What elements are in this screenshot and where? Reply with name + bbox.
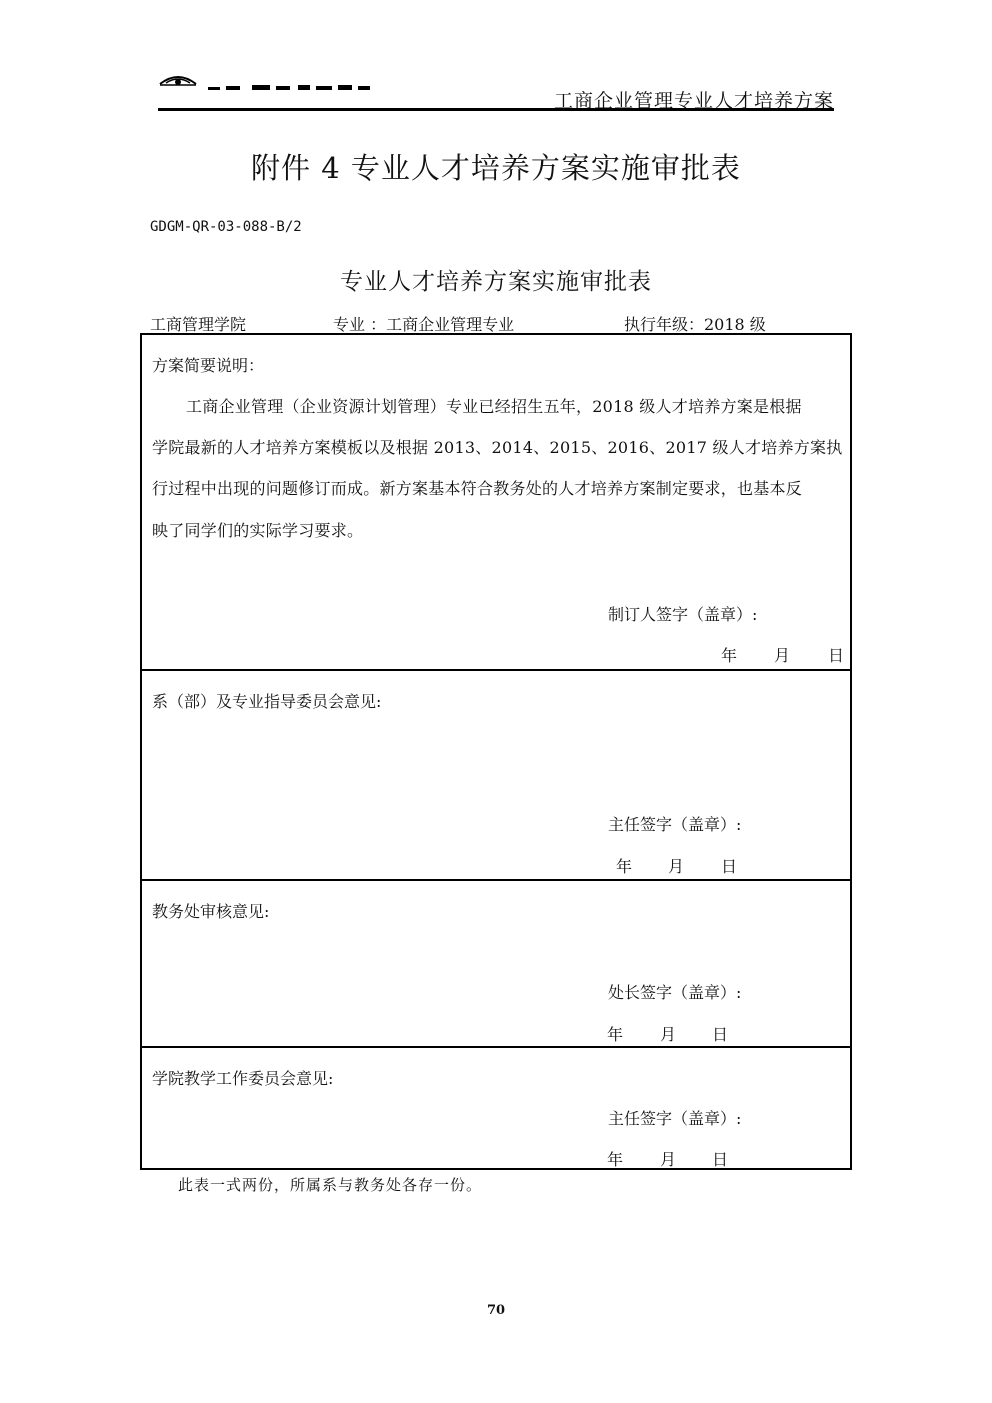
date-day: 日 <box>828 646 845 665</box>
section-title: 系（部）及专业指导委员会意见: <box>152 692 382 711</box>
form-code: GDGM-QR-03-088-B/2 <box>150 219 302 235</box>
major-field: 专业 ：工商企业管理专业 <box>333 315 515 334</box>
school-logo <box>158 70 378 102</box>
date-day: 日 <box>712 1025 729 1044</box>
signature-label: 主任签字（盖章）: <box>608 815 742 834</box>
date-year: 年 <box>607 1025 624 1044</box>
approval-table <box>140 333 852 1170</box>
signature-label: 主任签字（盖章）: <box>608 1109 742 1128</box>
section-title: 教务处审核意见: <box>152 902 270 921</box>
department-opinion-section <box>142 669 850 879</box>
school-emblem-and-name-logo <box>158 70 378 102</box>
date-day: 日 <box>712 1150 729 1169</box>
summary-line: 映了同学们的实际学习要求。 <box>152 521 364 540</box>
grade-field: 执行年级：2018 级 <box>624 315 766 334</box>
summary-line: 学院最新的人才培养方案模板以及根据 2013、2014、2015、2016、2017 级人才培养方案执 <box>152 438 843 457</box>
form-title: 专业人才培养方案实施审批表 <box>340 269 652 295</box>
summary-line: 行过程中出现的问题修订而成。新方案基本符合教务处的人才培养方案制定要求，也基本反 <box>152 479 803 498</box>
date-month: 月 <box>660 1025 677 1044</box>
footnote: 此表一式两份，所属系与教务处各存一份。 <box>178 1176 483 1194</box>
header-rule <box>158 108 834 111</box>
date-year: 年 <box>721 646 738 665</box>
date-month: 月 <box>668 857 685 876</box>
running-header-title: 工商企业管理专业人才培养方案 <box>553 90 834 112</box>
date-month: 月 <box>660 1150 677 1169</box>
page-title: 附件 4 专业人才培养方案实施审批表 <box>251 151 741 185</box>
academic-affairs-review-section <box>142 879 850 1046</box>
signature-label: 处长签字（盖章）: <box>608 983 742 1002</box>
teaching-committee-opinion-section <box>142 1046 850 1168</box>
date-year: 年 <box>616 857 633 876</box>
date-year: 年 <box>607 1150 624 1169</box>
signature-label: 制订人签字（盖章）: <box>608 605 758 624</box>
plan-summary-section <box>142 335 850 669</box>
section-title: 学院教学工作委员会意见: <box>152 1069 334 1088</box>
date-day: 日 <box>721 857 738 876</box>
date-month: 月 <box>774 646 791 665</box>
section-title: 方案简要说明： <box>152 356 265 375</box>
summary-line: 工商企业管理（企业资源计划管理）专业已经招生五年，2018 级人才培养方案是根据 <box>186 397 802 416</box>
page-number: 70 <box>486 1303 506 1318</box>
college-field: 工商管理学院 <box>150 315 247 334</box>
